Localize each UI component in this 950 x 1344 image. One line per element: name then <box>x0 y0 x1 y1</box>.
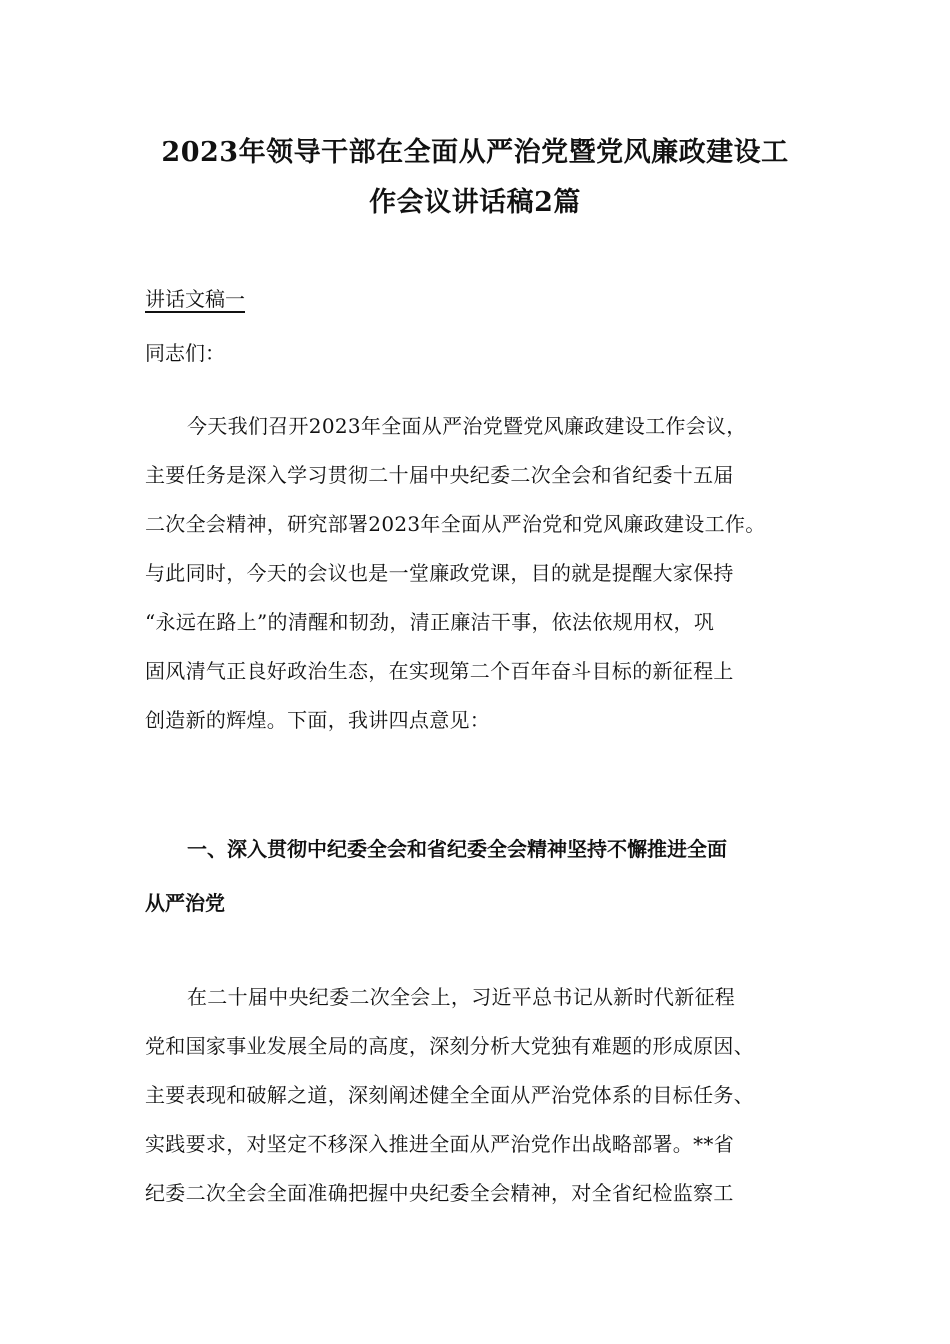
paragraph-line: 今天我们召开2023年全面从严治党暨党风廉政建设工作会议， <box>187 414 747 438</box>
paragraph-line: 纪委二次全会全面准确把握中央纪委全会精神，对全省纪检监察工 <box>145 1181 734 1205</box>
paragraph-section-1 <box>145 973 825 1218</box>
paragraph-line: 主要任务是深入学习贯彻二十届中央纪委二次全会和省纪委十五届 <box>145 463 734 487</box>
paragraph-line: 党和国家事业发展全局的高度，深刻分析大党独有难题的形成原因、 <box>145 1034 754 1058</box>
document-title <box>100 128 850 228</box>
paragraph-line: “永远在路上”的清醒和韧劲，清正廉洁干事，依法依规用权，巩 <box>145 610 715 634</box>
title-line: 作会议讲话稿2篇 <box>369 187 581 218</box>
paragraph-line: 主要表现和破解之道，深刻阐述健全全面从严治党体系的目标任务、 <box>145 1083 754 1107</box>
paragraph-line: 实践要求，对坚定不移深入推进全面从严治党作出战略部署。**省 <box>145 1132 734 1156</box>
section-label: 讲话文稿一 <box>145 287 245 311</box>
paragraph-line: 固风清气正良好政治生态，在实现第二个百年奋斗目标的新征程上 <box>145 659 734 683</box>
paragraph-intro <box>145 402 825 745</box>
paragraph-line: 二次全会精神，研究部署2023年全面从严治党和党风廉政建设工作。 <box>145 512 766 536</box>
paragraph-line: 在二十届中央纪委二次全会上，习近平总书记从新时代新征程 <box>187 985 736 1009</box>
title-line: 2023年领导干部在全面从严治党暨党风廉政建设工 <box>161 137 789 168</box>
heading-line: 从严治党 <box>145 891 225 915</box>
paragraph-line: 与此同时，今天的会议也是一堂廉政党课，目的就是提醒大家保持 <box>145 561 734 585</box>
section-heading-1 <box>145 822 825 930</box>
paragraph-line: 创造新的辉煌。下面，我讲四点意见： <box>145 708 491 732</box>
salutation: 同志们： <box>145 341 225 365</box>
heading-line: 一、深入贯彻中纪委全会和省纪委全会精神坚持不懈推进全面 <box>187 837 727 861</box>
